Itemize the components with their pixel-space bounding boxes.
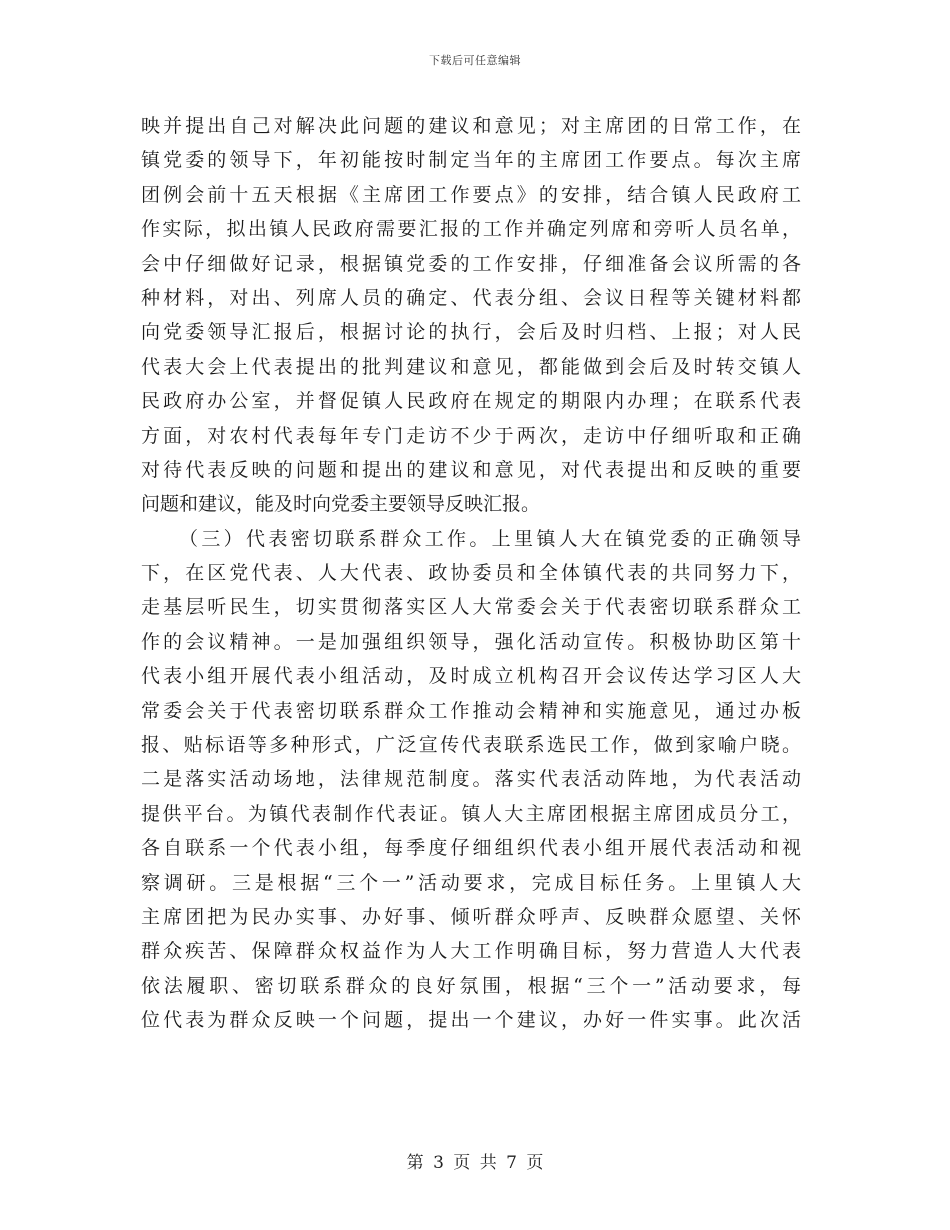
text-line: 察调研。三是根据“三个一”活动要求，完成目标任务。上里镇人大 bbox=[141, 871, 801, 894]
text-line: 团例会前十五天根据《主席团工作要点》的安排，结合镇人民政府工 bbox=[141, 183, 801, 206]
text-line: 提供平台。为镇代表制作代表证。镇人大主席团根据主席团成员分工， bbox=[141, 802, 801, 825]
text-line: 向党委领导汇报后，根据讨论的执行，会后及时归档、上报；对人民 bbox=[141, 321, 801, 344]
text-line: 方面，对农村代表每年专门走访不少于两次，走访中仔细听取和正确 bbox=[141, 424, 801, 447]
text-line: 问题和建议，能及时向党委主要领导反映汇报。 bbox=[141, 493, 541, 516]
text-line: 位代表为群众反映一个问题，提出一个建议，办好一件实事。此次活 bbox=[141, 1009, 801, 1032]
text-line: 代表小组开展代表小组活动，及时成立机构召开会议传达学习区人大 bbox=[141, 665, 801, 688]
text-line: 报、贴标语等多种形式，广泛宣传代表联系选民工作，做到家喻户晓。 bbox=[141, 734, 801, 757]
section-heading-line: （三）代表密切联系群众工作。上里镇人大在镇党委的正确领导 bbox=[179, 527, 801, 550]
text-line: 对待代表反映的问题和提出的建议和意见，对代表提出和反映的重要 bbox=[141, 458, 801, 481]
text-line: 群众疾苦、保障群众权益作为人大工作明确目标，努力营造人大代表 bbox=[141, 940, 801, 963]
text-line: 主席团把为民办实事、办好事、倾听群众呼声、反映群众愿望、关怀 bbox=[141, 905, 801, 928]
text-line: 依法履职、密切联系群众的良好氛围，根据“三个一”活动要求，每 bbox=[141, 974, 801, 997]
text-line: 映并提出自己对解决此问题的建议和意见；对主席团的日常工作，在 bbox=[141, 115, 801, 137]
text-line: 种材料，对出、列席人员的确定、代表分组、会议日程等关键材料都 bbox=[141, 286, 801, 309]
text-line: 民政府办公室，并督促镇人民政府在规定的期限内办理；在联系代表 bbox=[141, 390, 801, 413]
page-number: 第 3 页 共 7 页 bbox=[406, 1153, 544, 1173]
text-line: 常委会关于代表密切联系群众工作推动会精神和实施意见，通过办板 bbox=[141, 699, 801, 722]
text-line: 下，在区党代表、人大代表、政协委员和全体镇代表的共同努力下， bbox=[141, 562, 801, 585]
text-line: 各自联系一个代表小组，每季度仔细组织代表小组开展代表活动和视 bbox=[141, 837, 801, 860]
text-line: 作的会议精神。一是加强组织领导，强化活动宣传。积极协助区第十 bbox=[141, 630, 801, 653]
document-body bbox=[141, 109, 801, 1038]
text-line: 作实际，拟出镇人民政府需要汇报的工作并确定列席和旁听人员名单， bbox=[141, 218, 801, 241]
text-line: 会中仔细做好记录，根据镇党委的工作安排，仔细准备会议所需的各 bbox=[141, 252, 801, 275]
text-line: 二是落实活动场地，法律规范制度。落实代表活动阵地，为代表活动 bbox=[141, 768, 801, 791]
text-line: 代表大会上代表提出的批判建议和意见，都能做到会后及时转交镇人 bbox=[141, 355, 801, 378]
text-line: 镇党委的领导下，年初能按时制定当年的主席团工作要点。每次主席 bbox=[141, 149, 801, 172]
text-line: 走基层听民生，切实贯彻落实区人大常委会关于代表密切联系群众工 bbox=[141, 596, 801, 619]
page-header: 下载后可任意编辑 bbox=[429, 54, 521, 67]
